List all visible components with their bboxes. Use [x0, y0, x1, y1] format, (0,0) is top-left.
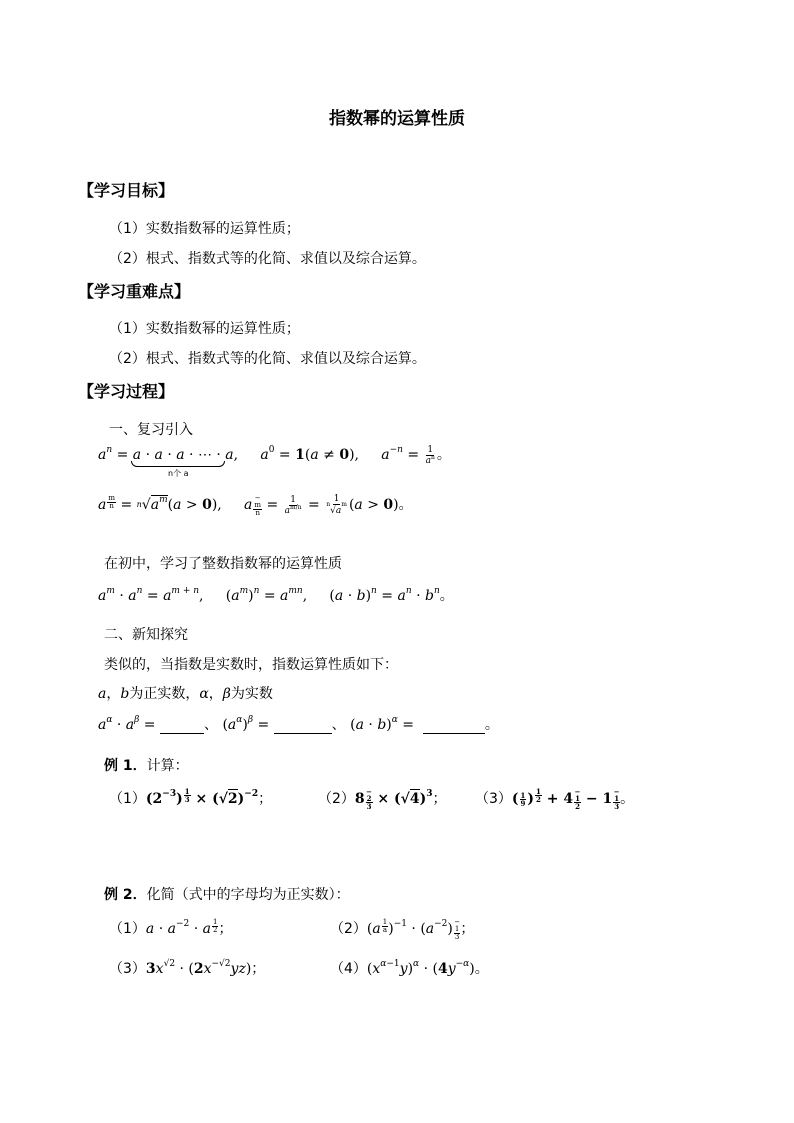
formula-real-rules: $a^\alpha \cdot a^\beta$ = 、 $(a^\alpha)^\beta$ = 、 $(a \cdot b)^\alpha$ = 。 [98, 715, 499, 733]
formula-integer-rules: $a^m \cdot a^n = a^{m + n}$, $(a^m)^n = a^{mn}$, $(a \cdot b)^n = a^n \cdot b^n$。 [98, 586, 454, 604]
example-2-item-2-num: （2） [330, 921, 367, 937]
explore-heading: 二、新知探究 [104, 627, 188, 643]
integer-rules-text: 在初中，学习了整数指数幂的运算性质 [104, 556, 342, 572]
example-2-item-4: $(4)(x^{\alpha-1}y)^\alpha \cdot (4y^{-\alpha})$。 [330, 959, 489, 977]
example-1-item-1-num: （1） [109, 791, 146, 807]
example-1-item-2-num: （2） [318, 791, 355, 807]
example-1-item-3: （3）( $\frac{1}{9}$ ) $\frac{1}{2}$ + 4 − 1 2 − 1 − 1 3 。 [475, 787, 635, 811]
explore-line-1: 类似的，当指数是实数时，指数运算性质如下： [104, 657, 398, 673]
explore-line-2: a，b为正实数，α，β为实数 [98, 686, 273, 702]
example-1-item-1: $(1)(2^{-3})$ $\frac{1}{3}$ × $(√2)^{-2}$； [109, 787, 273, 807]
example-2-item-1-num: （1） [109, 921, 146, 937]
example-2-label: 例 2． [104, 887, 147, 903]
goal-item-1: （1）实数指数幂的运算性质； [109, 221, 300, 237]
example-2-item-1: $(1)a \cdot a^{-2} \cdot a$ $\frac{1}{2}$ ； [109, 918, 233, 937]
explore-line-2b-text: 为实数 [230, 686, 273, 702]
example-2-item-2: （2）(a $\frac{1}{a}$ )$^{-1} \cdot (a^{-2})-$ 1 3 ； [330, 918, 475, 941]
example-2-header [104, 884, 350, 904]
example-1-label: 例 1． [104, 758, 147, 774]
page-title: 指数幂的运算性质 [329, 109, 465, 129]
section-goals-heading: 【学习目标】 [78, 181, 175, 200]
explore-line-2-text: 为正实数， [129, 686, 200, 702]
key-item-1: （1）实数指数幂的运算性质； [109, 321, 300, 337]
example-1-item-2: （2）8 − 2 3 × $(√4)^3$； [318, 787, 447, 811]
example-1-item-3-num: （3） [475, 791, 512, 807]
example-2-item-3: $(3)3x^{√2} \cdot (2x^{-√2}yz)$； [109, 959, 266, 977]
example-1-header [104, 755, 189, 775]
formula-power-definition: $a^n = a \cdot a \cdot a$ · ⋯ · a, $a^0 = 1(a \ne 0)$, $a^{-n}$ = $\frac{1}{a^n}$ 。 [98, 444, 451, 466]
example-2-item-3-num: （3） [109, 961, 146, 977]
key-item-2: （2）根式、指数式等的化简、求值以及综合运算。 [109, 351, 426, 367]
underbrace [131, 461, 225, 467]
blank-3[interactable] [423, 721, 485, 734]
example-2-text: 化简（式中的字母均为正实数）： [146, 887, 350, 903]
goal-item-2: （2）根式、指数式等的化简、求值以及综合运算。 [109, 251, 426, 267]
formula-fractional-power: a $\frac{m}{n}$ = $^n√a^m(a > 0)$, a − m n = $\frac{1}{a^{m/n}}$ = $\frac{1}{^n√a^m}$ (a > 0)。 [98, 494, 413, 517]
brace-note: n个 a [168, 469, 189, 478]
example-2-item-4-num: （4） [330, 961, 367, 977]
section-process-heading: 【学习过程】 [78, 382, 175, 401]
review-heading: 一、复习引入 [109, 422, 193, 438]
example-1-text: 计算： [146, 758, 189, 774]
blank-1[interactable] [160, 721, 204, 734]
section-key-heading: 【学习重难点】 [78, 282, 191, 301]
blank-2[interactable] [274, 721, 332, 734]
